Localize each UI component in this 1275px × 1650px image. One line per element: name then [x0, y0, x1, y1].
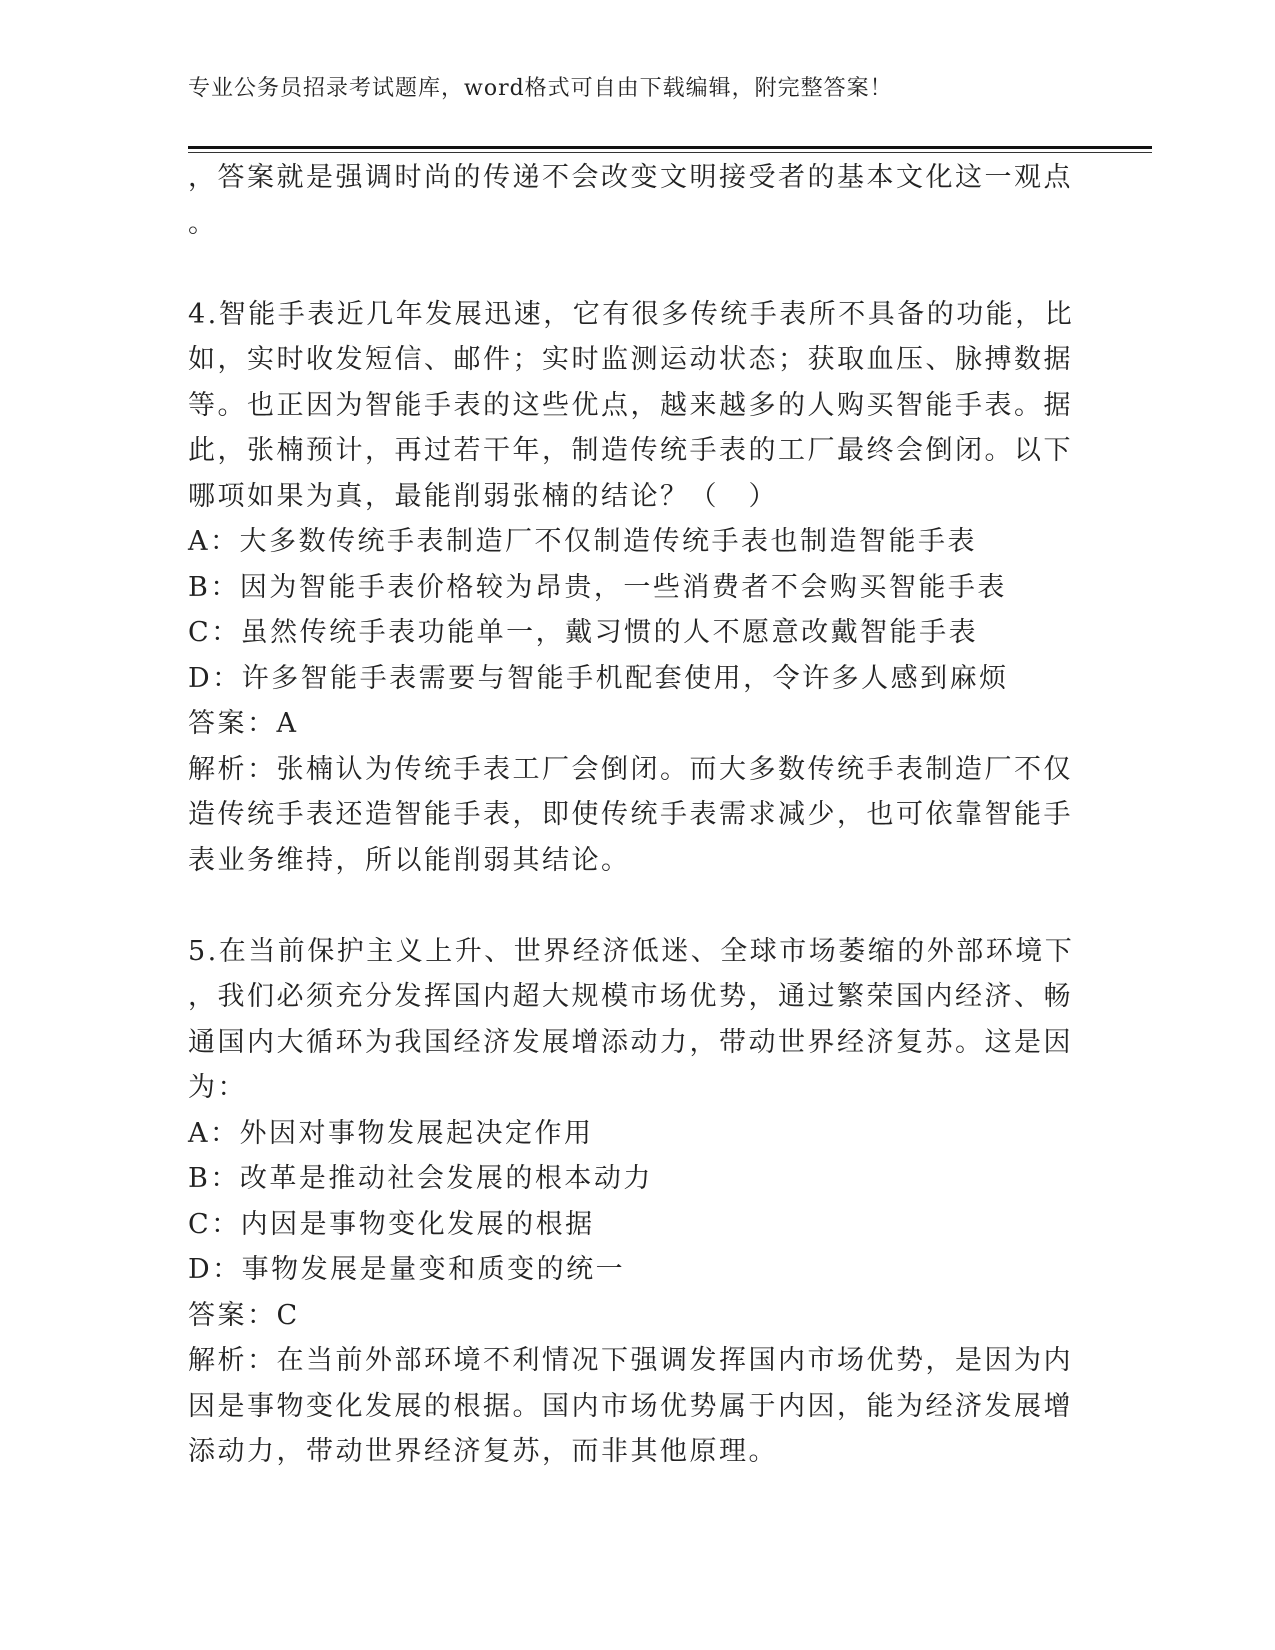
option-a: A：外因对事物发展起决定作用	[188, 1117, 594, 1149]
intro-line: 。	[188, 207, 218, 239]
question-stem-line: 通国内大循环为我国经济发展增添动力，带动世界经济复苏。这是因	[188, 1026, 1073, 1058]
question-5	[188, 929, 1075, 1475]
answer-line	[188, 701, 1068, 747]
header-rule-thin	[188, 152, 1152, 153]
question-stem-line: 为：	[188, 1072, 247, 1103]
option-b: B：改革是推动社会发展的根本动力	[188, 1163, 653, 1194]
question-stem-line: 4.智能手表近几年发展迅速，它有很多传统手表所不具备的功能，比	[188, 298, 1075, 330]
answer-value: C	[276, 1299, 300, 1331]
option-d: D：许多智能手表需要与智能手机配套使用，令许多人感到麻烦	[188, 662, 1009, 694]
analysis-line: 添动力，带动世界经济复苏，而非其他原理。	[188, 1436, 778, 1467]
analysis-line: 因是事物变化发展的根据。国内市场优势属于内因，能为经济发展增	[188, 1390, 1073, 1422]
option-c: C：内因是事物变化发展的根据	[188, 1208, 595, 1240]
question-stem-line: 此，张楠预计，再过若干年，制造传统手表的工厂最终会倒闭。以下	[188, 435, 1073, 466]
spacer	[188, 883, 1068, 929]
question-stem-line: 5.在当前保护主义上升、世界经济低迷、全球市场萎缩的外部环境下	[188, 935, 1075, 967]
analysis-label: 解析：	[188, 753, 277, 785]
answer-label: 答案：	[188, 1299, 277, 1331]
header-rule-thick	[188, 146, 1152, 149]
answer-value: A	[276, 708, 299, 739]
option-b: B：因为智能手表价格较为昂贵，一些消费者不会购买智能手表	[188, 571, 1007, 603]
answer-label: 答案：	[188, 708, 277, 739]
analysis-text: 张楠认为传统手表工厂会倒闭。而大多数传统手表制造厂不仅	[276, 753, 1073, 785]
document-body	[188, 155, 1075, 1475]
question-stem-line: 哪项如果为真，最能削弱张楠的结论？（ ）	[188, 480, 778, 512]
intro-line: ，答案就是强调时尚的传递不会改变文明接受者的基本文化这一观点	[188, 162, 1073, 193]
analysis-line: 表业务维持，所以能削弱其结论。	[188, 844, 631, 876]
question-stem-line: 如，实时收发短信、邮件；实时监测运动状态；获取血压、脉搏数据	[188, 344, 1073, 375]
question-stem-line: 等。也正因为智能手表的这些优点，越来越多的人购买智能手表。据	[188, 389, 1073, 421]
option-d: D：事物发展是量变和质变的统一	[188, 1254, 626, 1285]
analysis-line	[188, 1338, 1073, 1384]
option-c: C：虽然传统手表功能单一，戴习惯的人不愿意改戴智能手表	[188, 617, 979, 648]
analysis-line: 造传统手表还造智能手表，即使传统手表需求减少，也可依靠智能手	[188, 799, 1073, 830]
analysis-text: 在当前外部环境不利情况下强调发挥国内市场优势，是因为内	[276, 1345, 1073, 1376]
analysis-label: 解析：	[188, 1345, 277, 1376]
question-stem-line: ，我们必须充分发挥国内超大规模市场优势，通过繁荣国内经济、畅	[188, 981, 1073, 1012]
spacer	[188, 246, 1068, 292]
option-a: A：大多数传统手表制造厂不仅制造传统手表也制造智能手表	[188, 526, 977, 557]
answer-line	[188, 1293, 1068, 1339]
question-4	[188, 292, 1075, 884]
page-header: 专业公务员招录考试题库，word格式可自由下载编辑，附完整答案！	[188, 76, 893, 101]
analysis-line	[188, 747, 1073, 793]
